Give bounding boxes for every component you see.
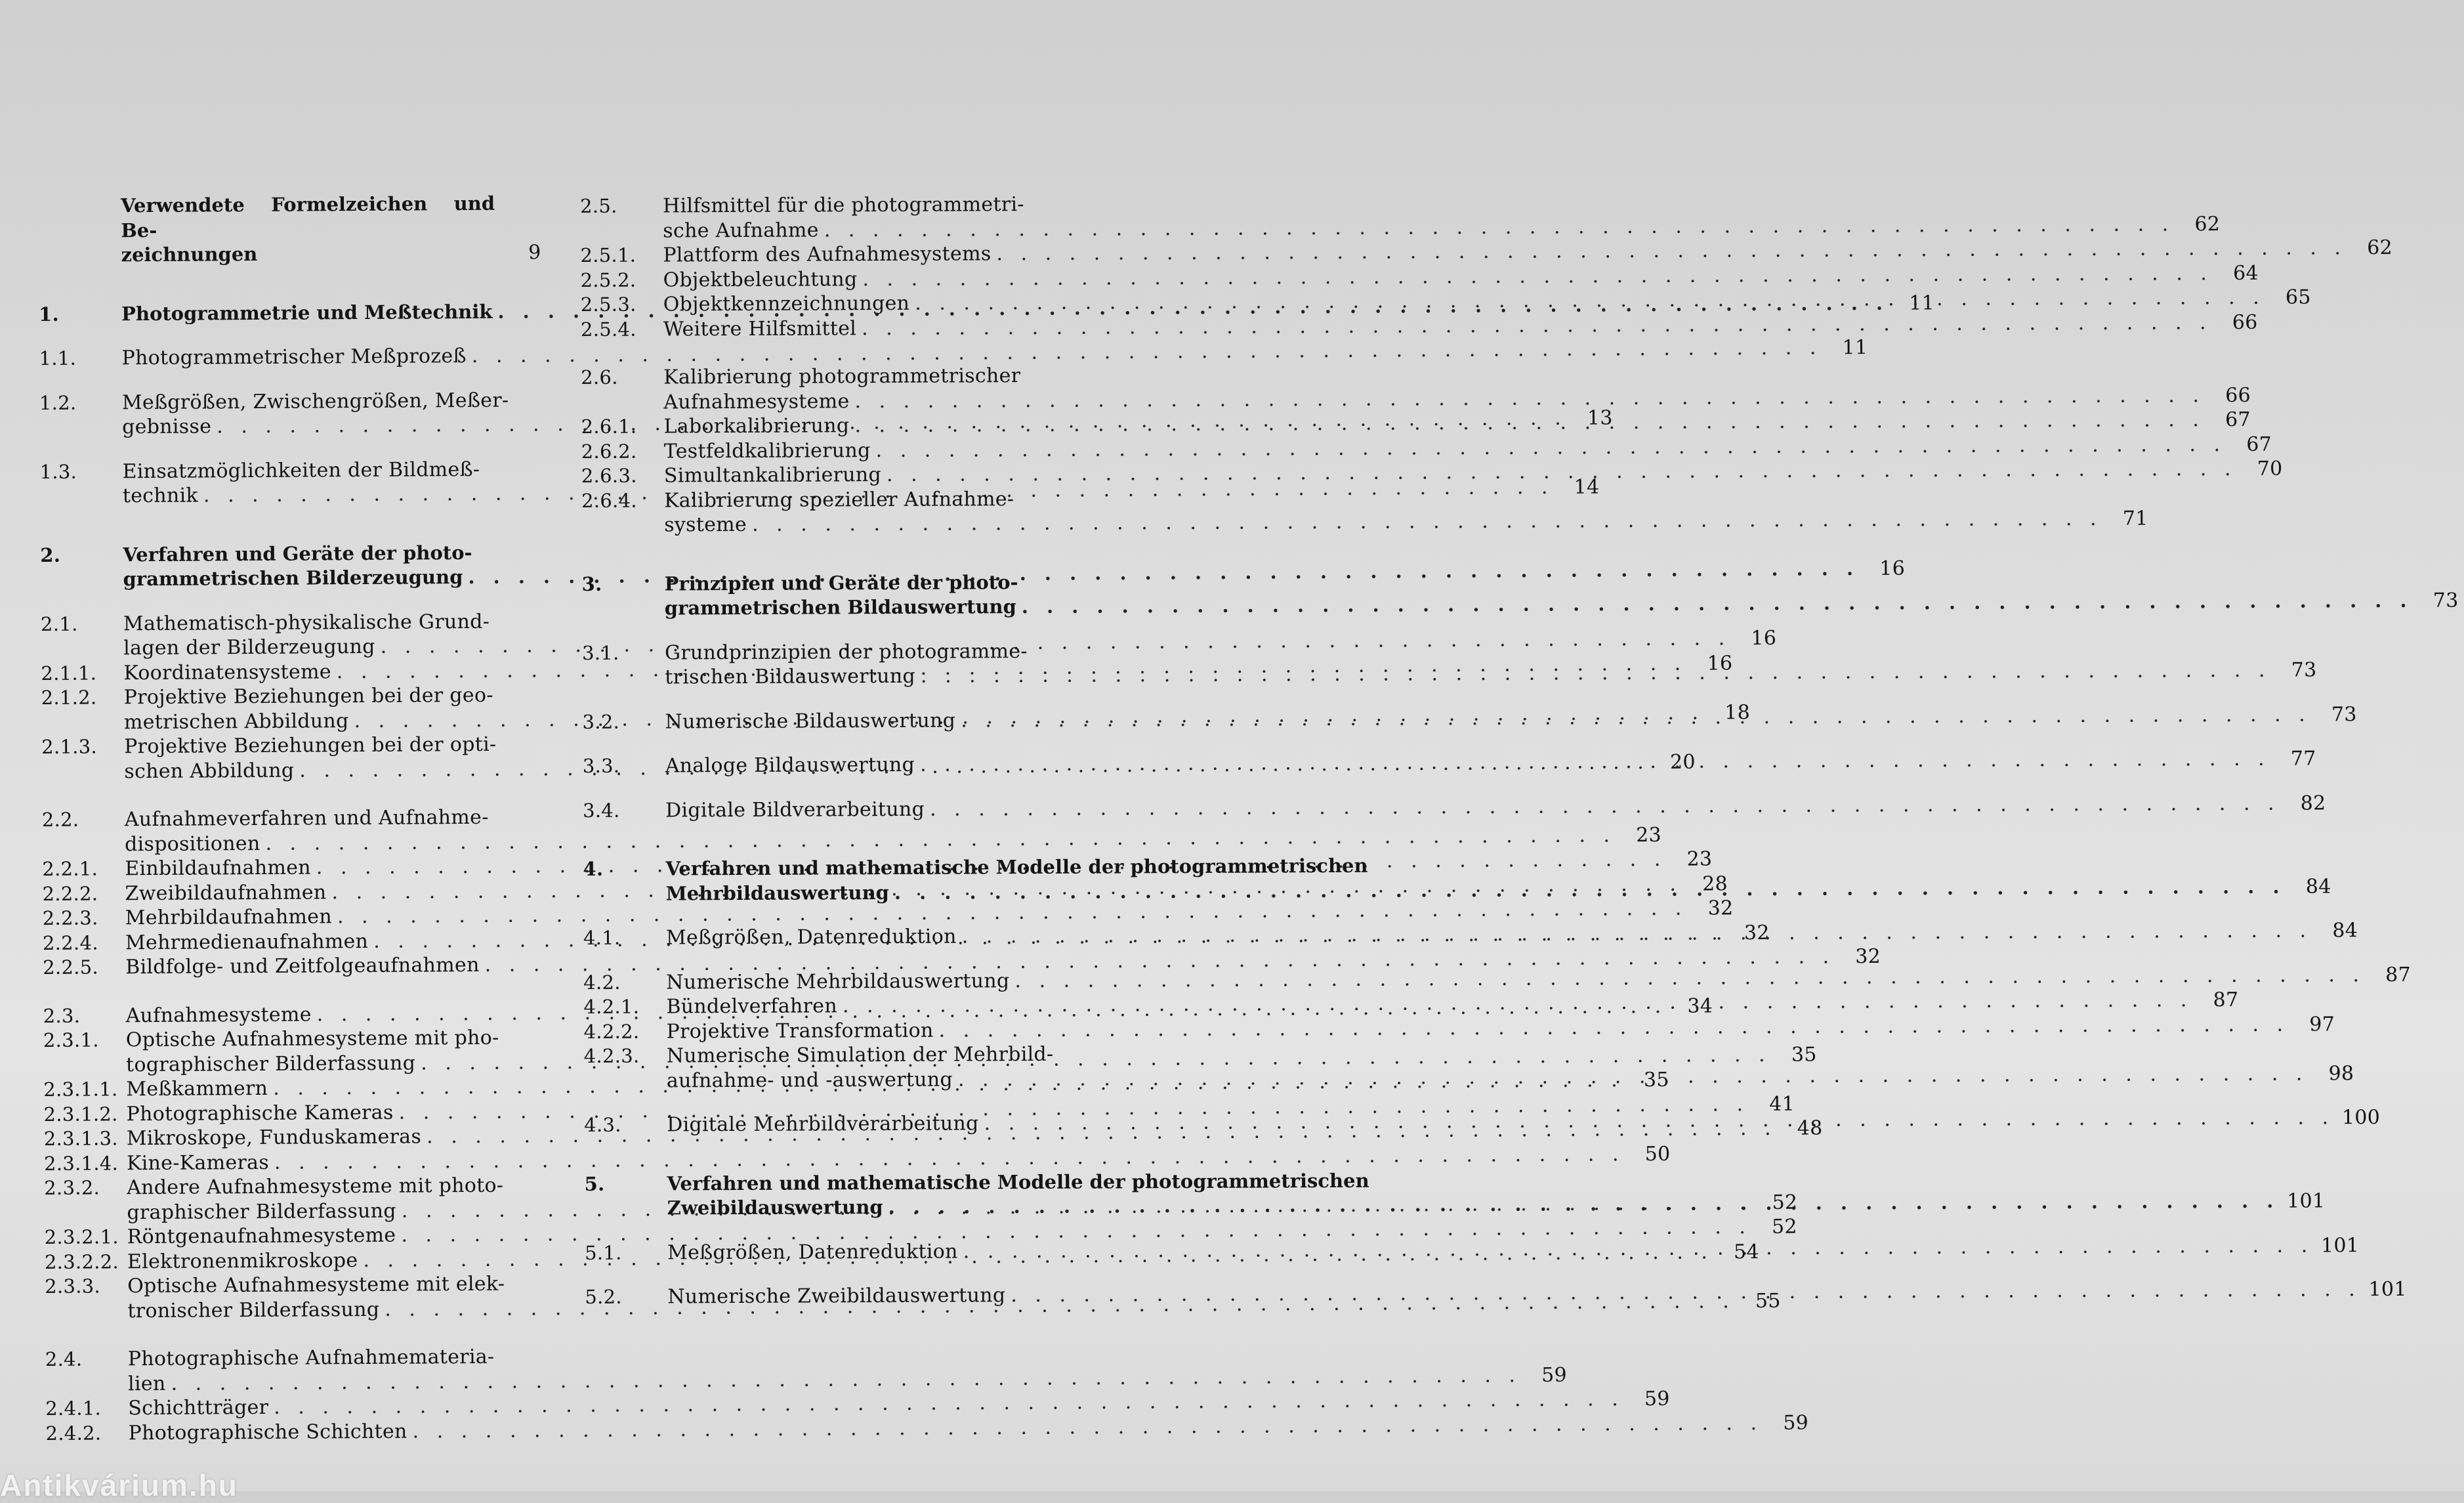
dot-leader bbox=[984, 1105, 2335, 1135]
toc-entry-title-line: Mehrbildaufnahmen bbox=[125, 905, 333, 930]
toc-entry-title-line: Projektive Beziehungen bei der opti- bbox=[124, 732, 497, 759]
toc-entry-title-line: Meßgrößen, Datenreduktion bbox=[667, 1240, 958, 1264]
watermark-text: Antikvárium.hu bbox=[0, 1468, 238, 1502]
toc-entry-number: 2.1.2. bbox=[41, 686, 97, 709]
toc-entry-title-line: Objektkennzeichnungen bbox=[663, 291, 910, 316]
toc-entry-title-line: graphischer Bilderfassung bbox=[127, 1199, 396, 1224]
toc-entry-title-line: Hilfsmittel für die photogrammetri- bbox=[663, 193, 1024, 218]
toc-entry-title-line: Koordinatensysteme bbox=[123, 660, 331, 685]
toc-entry-title-line: Verfahren und mathematische Modelle der photogrammetrischen bbox=[667, 1169, 1369, 1195]
toc-entry-title bbox=[665, 633, 2271, 690]
toc-entry-page: 66 bbox=[2232, 310, 2258, 334]
toc-entry-title-line: sche Aufnahme bbox=[663, 218, 819, 242]
toc-entry-number: 2.6.1. bbox=[581, 415, 637, 438]
toc-entry-title-line: Photographische Aufnahmemateria- bbox=[127, 1345, 495, 1371]
toc-entry-number: 2.2.4. bbox=[42, 931, 98, 954]
toc-entry-number: 2.6.2. bbox=[581, 440, 637, 463]
toc-entry-page: 16 bbox=[1879, 557, 1906, 580]
toc-entry-page: 62 bbox=[2194, 212, 2221, 236]
toc-entry-number: 4.2.3. bbox=[583, 1044, 640, 1067]
toc-entry-title-line: Prinzipien und Geräte der photo- bbox=[664, 570, 1018, 595]
toc-entry-title bbox=[667, 1105, 2334, 1137]
toc-entry-title-line: Laborkalibrierung bbox=[663, 414, 850, 438]
toc-entry-title bbox=[663, 358, 2205, 414]
toc-entry-page: 87 bbox=[2385, 963, 2412, 986]
toc-entry-title-line: tographischer Bilderfassung bbox=[125, 1051, 416, 1076]
toc-entry-title-line: Verfahren und mathematische Modelle der photogrammetrischen bbox=[665, 854, 1368, 880]
toc-entry bbox=[580, 236, 2393, 268]
toc-entry-number: 3. bbox=[581, 572, 602, 595]
toc-entry-page: 35 bbox=[1791, 1042, 1817, 1067]
toc-entry-number: 3.4. bbox=[583, 799, 620, 822]
toc-entry-page: 13 bbox=[1587, 406, 1613, 430]
toc-entry-page: 62 bbox=[2367, 236, 2393, 260]
toc-entry-title bbox=[121, 192, 495, 268]
toc-entry-number: 4. bbox=[583, 857, 604, 880]
toc-entry-title-line: technik bbox=[122, 484, 199, 508]
toc-entry-number: 2.4.2. bbox=[45, 1421, 102, 1445]
toc-entry-title-line: Andere Aufnahmesysteme mit photo- bbox=[127, 1174, 504, 1200]
toc-entry-number: 2.1.3. bbox=[41, 735, 98, 758]
dot-leader bbox=[961, 702, 2311, 732]
toc-entry-number: 2.3.2.1. bbox=[44, 1225, 119, 1248]
toc-entry-title-line: Optische Aufnahmesysteme mit pho- bbox=[125, 1026, 499, 1052]
toc-entry-number: 1.3. bbox=[39, 460, 77, 483]
toc-entry-number: 5. bbox=[584, 1172, 605, 1195]
toc-entry-number: 2.1. bbox=[40, 612, 78, 635]
toc-entry bbox=[44, 1215, 1797, 1250]
toc-entry-title-line: Photographische Schichten bbox=[128, 1420, 407, 1445]
toc-entry-title-line: Mathematisch-physikalische Grund- bbox=[123, 610, 490, 635]
dot-leader bbox=[752, 507, 2102, 537]
toc-entry-number: 1. bbox=[39, 303, 60, 326]
dot-leader bbox=[930, 791, 2280, 821]
toc-entry-title-line: Kalibrierung spezieller Aufnahme- bbox=[663, 487, 1014, 512]
toc-entry-title-line: Photogrammetrie und Meßtechnik bbox=[121, 300, 493, 325]
toc-entry-number: 2.3.1.1. bbox=[43, 1078, 118, 1101]
toc-entry-title-line: Numerische Bildauswertung bbox=[665, 709, 956, 733]
toc-entry-title bbox=[664, 482, 2102, 538]
toc-entry bbox=[42, 897, 1734, 931]
dot-leader bbox=[1011, 1277, 2361, 1307]
toc-entry-number: 2.2.2. bbox=[42, 881, 98, 905]
toc-entry-title-line: Analoge Bildauswertung bbox=[665, 753, 915, 778]
toc-entry-page: 52 bbox=[1771, 1215, 1797, 1238]
toc-entry-page: 73 bbox=[2291, 658, 2317, 682]
toc-entry-number: 3.2. bbox=[582, 710, 620, 733]
toc-entry-title-line: Numerische Simulation der Mehrbild- bbox=[666, 1042, 1054, 1068]
toc-entry-number: 2.3.2.2. bbox=[44, 1250, 119, 1273]
toc-entry-title-line: Meßgrößen, Datenreduktion bbox=[665, 925, 957, 950]
toc-entry-title-line: Testfeldkalibrierung bbox=[663, 438, 871, 463]
toc-entry-page: 32 bbox=[1855, 944, 1881, 969]
toc-entry-number: 4.2. bbox=[583, 971, 621, 994]
toc-entry-number: 2.2. bbox=[41, 808, 79, 831]
toc-entry-number: 2.3. bbox=[43, 1004, 81, 1027]
toc-entry-title-line: Kalibrierung photogrammetrischer bbox=[663, 364, 1021, 389]
toc-entry-title bbox=[666, 918, 2312, 950]
toc-entry bbox=[580, 310, 2258, 342]
toc-entry-page: 16 bbox=[1751, 626, 1777, 650]
toc-entry-page: 84 bbox=[2305, 874, 2331, 899]
toc-entry-page: 77 bbox=[2290, 747, 2316, 771]
toc-entry-number: 2.5.3. bbox=[580, 293, 637, 316]
toc-entry-title-line: Bündelverfahren bbox=[666, 994, 837, 1019]
toc-entry-page: 84 bbox=[2332, 919, 2358, 942]
toc-entry-page: 52 bbox=[1772, 1191, 1798, 1214]
toc-entry-page: 23 bbox=[1686, 847, 1713, 871]
toc-entry-page: 14 bbox=[1574, 475, 1600, 499]
toc-entry bbox=[583, 791, 2326, 823]
toc-entry-title-line: trischen Bildauswertung bbox=[665, 664, 916, 689]
toc-entry-title-line: dispositionen bbox=[124, 832, 261, 856]
dot-leader bbox=[888, 1189, 2280, 1220]
toc-entry-page: 101 bbox=[2368, 1277, 2407, 1302]
toc-entry-number: 2.6.4. bbox=[581, 489, 637, 512]
toc-entry-number: 2.1.1. bbox=[41, 661, 97, 685]
toc-entry-page: 16 bbox=[1707, 651, 1733, 675]
toc-entry-page: 98 bbox=[2328, 1061, 2354, 1085]
toc-entry bbox=[43, 944, 1881, 980]
toc-entry-title-line: Mehrmedienaufnahmen bbox=[125, 929, 369, 954]
toc-entry-number: 4.2.1. bbox=[583, 995, 640, 1018]
toc-entry-number: 2.5.1. bbox=[580, 243, 637, 266]
toc-entry-title-line: Grundprinzipien der photogramme- bbox=[664, 639, 1028, 664]
toc-entry-title-line: Meßkammern bbox=[126, 1076, 268, 1101]
toc-entry-title-line: Aufnahmesysteme bbox=[663, 389, 850, 413]
toc-entry-title-line: Photographische Kameras bbox=[126, 1101, 394, 1126]
toc-entry-number: 2.5. bbox=[580, 194, 617, 217]
toc-entry-number: 2.3.2. bbox=[44, 1176, 100, 1199]
toc-entry-page: 73 bbox=[2433, 589, 2459, 612]
toc-entry-number: 4.3. bbox=[584, 1113, 621, 1136]
toc-entry bbox=[45, 1387, 1670, 1421]
toc-entry-page: 32 bbox=[1744, 921, 1770, 944]
toc-entry-number: 4.2.2. bbox=[583, 1020, 640, 1043]
toc-entry-title bbox=[667, 1277, 2361, 1309]
toc-entry-page: 18 bbox=[1724, 700, 1751, 724]
toc-entry bbox=[581, 364, 2251, 415]
toc-entry-title-line: Zweibildaufnahmen bbox=[125, 880, 327, 905]
toc-entry-title-line: gebnisse bbox=[122, 415, 212, 439]
toc-entry-title-line: lagen der Bilderzeugung bbox=[123, 635, 375, 660]
toc-entry-title-line: Elektronenmikroskope bbox=[127, 1248, 358, 1273]
toc-entry-number: 2.3.1.2. bbox=[43, 1102, 118, 1126]
toc-entry-page: 70 bbox=[2257, 457, 2283, 480]
toc-entry-number: 2.5.2. bbox=[580, 268, 637, 291]
toc-entry bbox=[45, 1411, 1809, 1446]
dot-leader bbox=[963, 1233, 2314, 1263]
toc-entry-page: 73 bbox=[2331, 702, 2357, 726]
toc-entry-title bbox=[663, 187, 2174, 243]
toc-entry-number: 4.1. bbox=[583, 926, 621, 949]
toc-entry-page: 32 bbox=[1707, 897, 1734, 920]
toc-entry-page: 67 bbox=[2246, 433, 2272, 456]
toc-entry-title-line: lien bbox=[127, 1372, 166, 1395]
toc-entry-number: 2.3.3. bbox=[45, 1275, 101, 1298]
toc-entry-page: 34 bbox=[1687, 994, 1713, 1018]
toc-entry-title-line: Zweibildauswertung bbox=[667, 1196, 883, 1219]
toc-entry-number: 2.2.3. bbox=[42, 906, 98, 929]
toc-entry-title-line: Numerische Mehrbildauswertung bbox=[666, 969, 1010, 994]
toc-entry-title bbox=[128, 1338, 1521, 1396]
dot-leader bbox=[958, 1061, 2308, 1091]
toc-entry-page: 48 bbox=[1797, 1116, 1823, 1140]
toc-entry-title-line: Optische Aufnahmesysteme mit elek- bbox=[127, 1272, 505, 1298]
toc-entry-title-line: grammetrischen Bildauswertung bbox=[664, 595, 1016, 620]
toc-entry-number: 2.3.1.4. bbox=[43, 1151, 119, 1175]
toc-entry-number: 5.2. bbox=[585, 1285, 622, 1308]
toc-entry bbox=[580, 192, 2221, 243]
toc-entry-page: 82 bbox=[2300, 791, 2326, 815]
toc-entry-title-line: Röntgenaufnahmesysteme bbox=[127, 1223, 396, 1249]
toc-entry-title-line: Einbildaufnahmen bbox=[125, 856, 311, 881]
toc-entry-title-line: zeichnungen bbox=[121, 242, 258, 266]
toc-entry-title-line: Verwendete Formelzeichen und Be- bbox=[121, 192, 495, 242]
toc-entry-number: 2.2.1. bbox=[42, 857, 98, 880]
toc-entry-number: 2.3.1. bbox=[43, 1028, 99, 1051]
toc-entry bbox=[581, 433, 2272, 464]
toc-entry-number: 2.2.5. bbox=[43, 956, 99, 979]
toc-entry-number: 2.4.1. bbox=[45, 1397, 102, 1420]
toc-entry-page: 59 bbox=[1783, 1411, 1809, 1435]
toc-entry-title-line: Mehrbildauswertung bbox=[665, 881, 889, 904]
toc-entry-page: 59 bbox=[1541, 1363, 1568, 1387]
toc-entry-page: 28 bbox=[1702, 872, 1728, 896]
toc-entry-title bbox=[667, 1233, 2313, 1265]
toc-entry-page: 35 bbox=[1643, 1068, 1669, 1092]
toc-entry-page: 101 bbox=[2320, 1233, 2360, 1257]
toc-entry-title-line: tronischer Bilderfassung bbox=[127, 1298, 380, 1323]
toc-entry-page: 20 bbox=[1669, 750, 1696, 774]
toc-entry-title-line: Plattform des Aufnahmesystems bbox=[663, 242, 992, 267]
dot-leader bbox=[862, 310, 2212, 341]
toc-entry-number: 5.1. bbox=[584, 1241, 622, 1264]
toc-entry bbox=[38, 191, 544, 268]
toc-entry-title-line: Objektbeleuchtung bbox=[663, 267, 858, 291]
toc-entry-title-line: Verfahren und Geräte der photo- bbox=[123, 541, 472, 566]
toc-entry-page: 65 bbox=[2285, 286, 2311, 309]
toc-entry bbox=[581, 570, 2459, 621]
toc-entry-page: 54 bbox=[1734, 1240, 1760, 1263]
toc-entry-page: 55 bbox=[1755, 1289, 1781, 1313]
toc-entry-title bbox=[667, 1037, 2308, 1093]
toc-entry-title bbox=[667, 1164, 2279, 1221]
dot-leader bbox=[894, 874, 2286, 905]
toc-entry-title bbox=[665, 747, 2270, 778]
toc-entry-page: 11 bbox=[1909, 291, 1935, 315]
toc-entry-number: 3.1. bbox=[581, 641, 619, 664]
toc-entry-number: 3.3. bbox=[582, 754, 620, 777]
toc-entry-title-line: Weitere Hilfsmittel bbox=[663, 316, 857, 341]
toc-entry-title-line: Einsatzmöglichkeiten der Bildmeß- bbox=[122, 457, 480, 483]
toc-entry-number: 2. bbox=[40, 543, 61, 566]
toc-entry-page: 11 bbox=[1842, 335, 1868, 360]
toc-entry-page: 87 bbox=[2213, 988, 2239, 1012]
toc-entry-page: 97 bbox=[2309, 1012, 2335, 1036]
toc-entry-title bbox=[665, 702, 2310, 734]
toc-entry-title bbox=[665, 791, 2280, 822]
toc-entry-title-line: Digitale Bildverarbeitung bbox=[665, 797, 925, 822]
toc-entry bbox=[43, 1142, 1671, 1176]
toc-entry-title-line: Aufnahmesysteme bbox=[125, 1002, 312, 1027]
toc-entry-title-line: Digitale Mehrbildverarbeitung bbox=[667, 1112, 979, 1137]
toc-entry-number: 2.3.1.3. bbox=[43, 1127, 118, 1150]
toc-entry-title-line: Aufnahmeverfahren und Aufnahme- bbox=[124, 805, 489, 832]
toc-entry bbox=[580, 261, 2259, 293]
toc-entry-page: 71 bbox=[2122, 507, 2148, 530]
dot-leader bbox=[962, 918, 2312, 948]
toc-entry-title-line: Projektive Beziehungen bei der geo- bbox=[123, 683, 493, 709]
toc-entry-title-line: Schichtträger bbox=[128, 1395, 269, 1420]
toc-entry-page: 50 bbox=[1644, 1142, 1671, 1166]
toc-entry-page: 64 bbox=[2233, 261, 2259, 285]
toc-entry-page: 66 bbox=[2225, 383, 2251, 407]
toc-entry-page: 100 bbox=[2341, 1106, 2381, 1130]
toc-entry-page: 67 bbox=[2225, 408, 2251, 432]
toc-entry bbox=[583, 963, 2412, 995]
toc-entry-title-line: Meßgrößen, Zwischengrößen, Meßer- bbox=[121, 389, 509, 414]
toc-entry-number: 2.6. bbox=[581, 366, 618, 389]
toc-entry-title-line: Numerische Zweibildauswertung bbox=[667, 1284, 1006, 1309]
toc-entry-page: 59 bbox=[1644, 1387, 1670, 1411]
toc-entry-title bbox=[665, 564, 2413, 621]
toc-entry-page: 23 bbox=[1636, 823, 1662, 847]
toc-entry-page: 101 bbox=[2287, 1189, 2326, 1213]
toc-entry-title-line: systeme bbox=[664, 513, 747, 537]
toc-entry-number: 1.2. bbox=[39, 391, 77, 414]
toc-entry-number: 1.1. bbox=[39, 347, 77, 370]
toc-entry-number: 2.5.4. bbox=[580, 318, 637, 341]
toc-entry-title-line: grammetrischen Bilderzeugung bbox=[123, 566, 463, 591]
dot-leader bbox=[921, 658, 2271, 688]
dot-leader bbox=[1022, 589, 2413, 620]
toc-entry-title-line: schen Abbildung bbox=[124, 759, 295, 783]
toc-entry bbox=[45, 1344, 1568, 1397]
toc-entry-title-line: Kine-Kameras bbox=[126, 1151, 270, 1175]
toc-entry-title-line: Photogrammetrischer Meßprozeß bbox=[121, 345, 467, 370]
toc-entry bbox=[39, 335, 1868, 371]
toc-entry-page: 41 bbox=[1769, 1092, 1795, 1116]
toc-entry-title-line: metrischen Abbildung bbox=[123, 709, 349, 734]
dot-leader bbox=[920, 747, 2270, 777]
toc-entry-title-line: Projektive Transformation bbox=[666, 1019, 934, 1043]
toc-entry bbox=[583, 1012, 2335, 1044]
toc-entry-number: 2.6.3. bbox=[581, 464, 637, 487]
toc-entry-number: 2.4. bbox=[45, 1347, 83, 1370]
toc-entry-title-line: aufnahme- und -auswertung bbox=[666, 1068, 953, 1092]
toc-entry-title-line: Bildfolge- und Zeitfolgeaufnahmen bbox=[125, 953, 480, 979]
toc-entry-page: 9 bbox=[528, 241, 541, 265]
toc-entry-title bbox=[665, 850, 2285, 906]
toc-entry-title-line: Simultankalibrierung bbox=[663, 463, 882, 488]
toc-entry-title-line: Mikroskope, Funduskameras bbox=[126, 1125, 422, 1151]
